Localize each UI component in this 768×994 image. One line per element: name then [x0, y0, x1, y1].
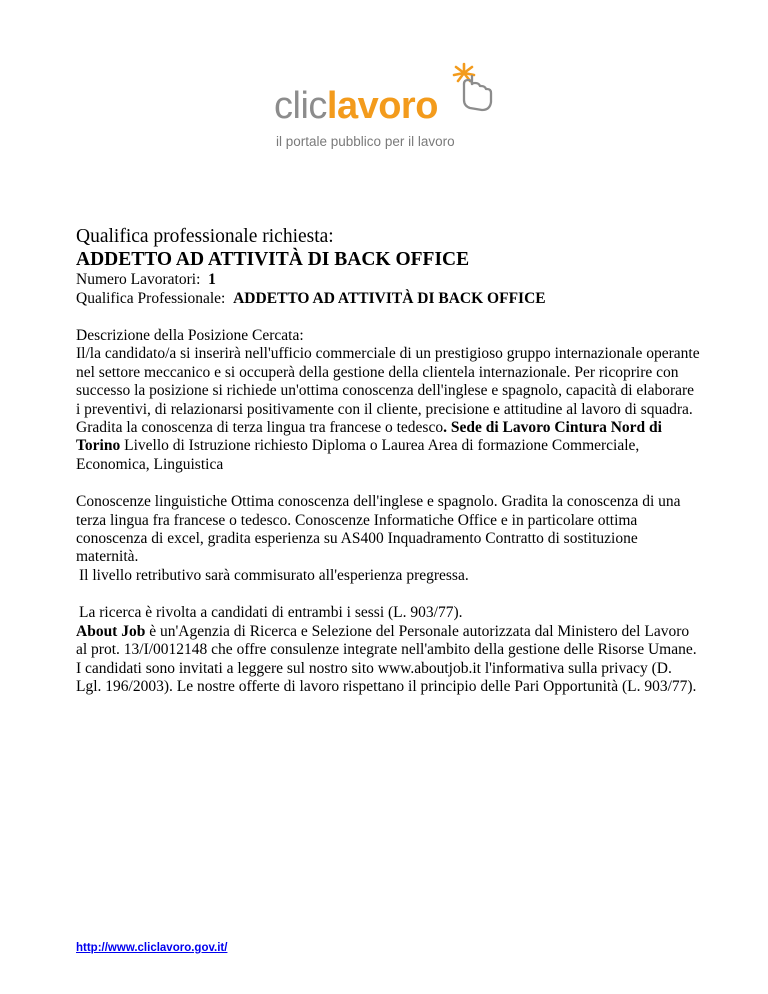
skills-paragraph: Conoscenze linguistiche Ottima conoscenza dell'inglese e spagnolo. Gradita la conoscenza di una terza lingua fra francese o tedesco. Conoscenze Informatiche Office e in particolare ottima conoscenza di excel, gradita esperienza su AS400 Inquadramento Contratto di sostituzione maternità. — [76, 493, 681, 566]
workers-count-label: Numero Lavoratori: — [76, 271, 201, 288]
logo-wordmark — [274, 86, 438, 126]
logo-wordmark-lavoro: lavoro — [326, 85, 438, 127]
logo-wordmark-clic: clic — [274, 85, 327, 127]
description-body — [76, 345, 700, 474]
work-location: . Sede di Lavoro Cintura Nord di Torino — [76, 419, 662, 455]
cliclavoro-logo — [272, 62, 502, 162]
agency-paragraph — [76, 623, 700, 697]
salary-note: Il livello retributivo sarà commisurato all'esperienza pregressa. — [79, 566, 469, 584]
hand-pointer-sparkle-icon — [450, 62, 498, 116]
qualification-value: ADDETTO AD ATTIVITÀ DI BACK OFFICE — [233, 289, 546, 307]
agency-name: About Job — [76, 622, 146, 640]
job-title: ADDETTO AD ATTIVITÀ DI BACK OFFICE — [76, 249, 470, 270]
agency-description: è un'Agenzia di Ricerca e Selezione del Personale autorizzata dal Ministero del Lavoro al prot. 13/I/0012148 che offre consulenze integrate nell'ambito della gestione delle Risorse Umane. I candidati sono invitati a leggere sul nostro sito www.aboutjob.it l'informativa sulla privacy (D. Lgl. 196/2003). Le nostre offerte di lavoro rispettano il principio delle Pari Opportunità (L. 903/77). — [76, 622, 697, 695]
workers-count-value: 1 — [208, 271, 216, 288]
logo-tagline: il portale pubblico per il lavoro — [276, 134, 455, 149]
job-posting — [76, 225, 700, 696]
qualification-label: Qualifica Professionale: — [76, 289, 226, 307]
qualification-row — [76, 290, 700, 309]
description-label: Descrizione della Posizione Cercata: — [76, 327, 304, 344]
equal-opportunity-note: La ricerca è rivolta a candidati di entrambi i sessi (L. 903/77). — [79, 604, 463, 622]
description-text: Il/la candidato/a si inserirà nell'ufficio commerciale di un prestigioso gruppo internazionale operante nel settore meccanico e si occuperà della gestione della clientela internazionale. Per ricoprire con successo la posizione si richiede un'ottima conoscenza dell'inglese e spagnolo, capacità di elaborare i preventivi, di relazionarsi positivamente con il cliente, precisione e attitudine al lavoro di squadra. Gradita la conoscenza di terza lingua tra francese o tedesco — [76, 345, 700, 437]
workers-count-row — [76, 271, 700, 290]
qualification-heading: Qualifica professionale richiesta: — [76, 226, 334, 247]
education-text: Livello di Istruzione richiesto Diploma o Laurea Area di formazione Commerciale, Economica, Linguistica — [76, 437, 640, 473]
footer-url-link[interactable]: http://www.cliclavoro.gov.it/ — [76, 942, 228, 954]
